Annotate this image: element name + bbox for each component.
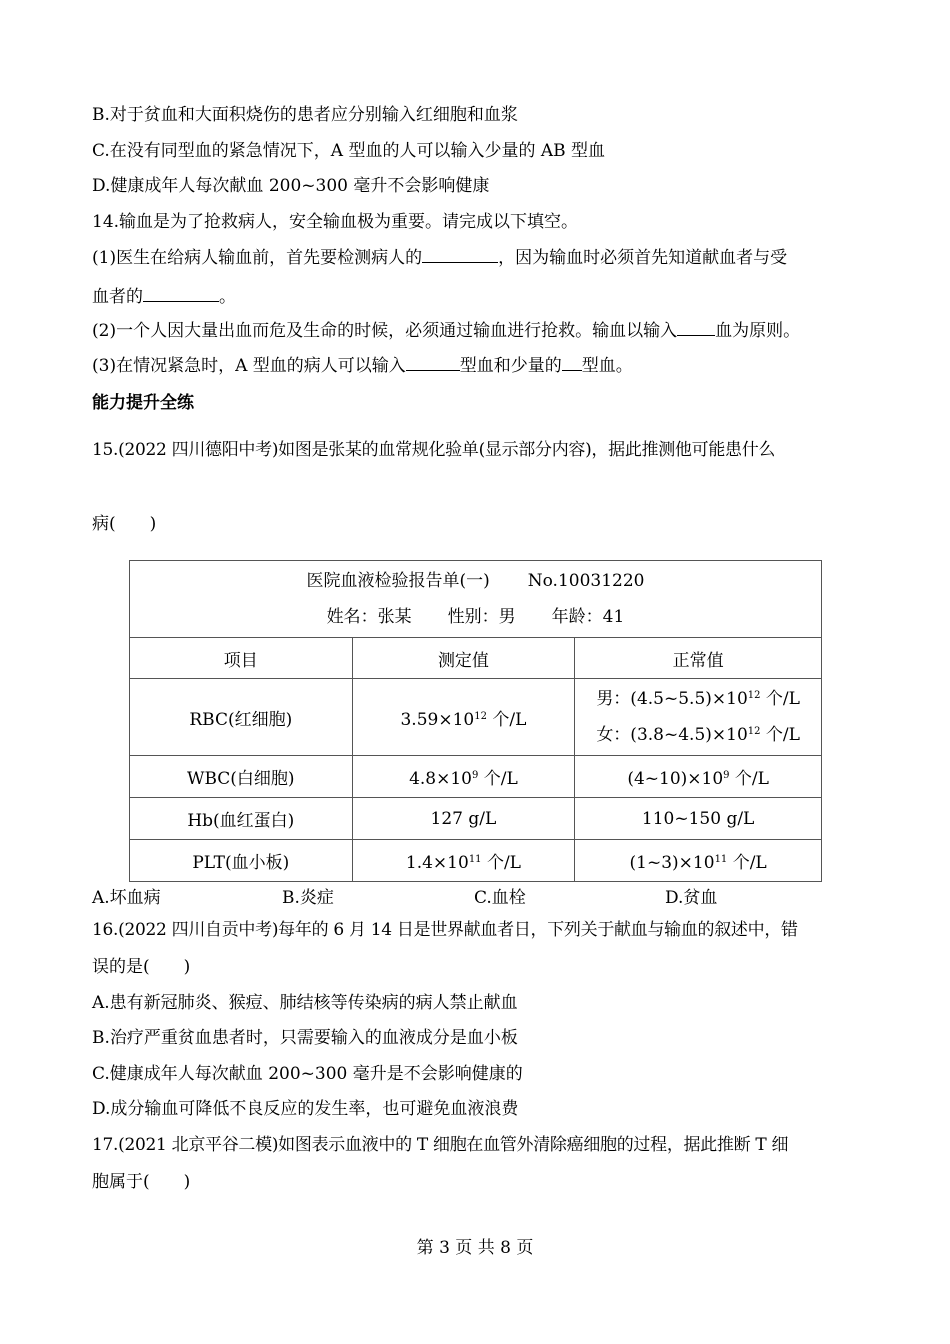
table-row-rbc bbox=[130, 679, 822, 756]
q15-options bbox=[92, 883, 872, 907]
patient-age: 年龄：41 bbox=[551, 607, 625, 627]
plt-normal-exp: 11 bbox=[714, 854, 728, 865]
rbc-value bbox=[352, 679, 575, 756]
plt-value bbox=[352, 840, 575, 882]
plt-normal-base: (1~3)×10 bbox=[629, 853, 715, 873]
patient-name: 姓名：张某 bbox=[326, 607, 412, 627]
q14-part3-text-b: 型血和少量的 bbox=[459, 356, 562, 376]
plt-normal-unit: 个/L bbox=[727, 853, 767, 873]
plt-item: PLT(血小板) bbox=[130, 840, 353, 882]
column-header-item: 项目 bbox=[130, 638, 353, 679]
rbc-normal-female-exp: 12 bbox=[747, 726, 761, 737]
report-number: No.10031220 bbox=[527, 571, 645, 591]
rbc-normal-female-unit: 个/L bbox=[760, 725, 800, 745]
wbc-value bbox=[352, 756, 575, 798]
rbc-normal-male-base: 男：(4.5~5.5)×10 bbox=[596, 689, 748, 709]
section-title: 能力提升全练 bbox=[92, 393, 194, 413]
hb-value: 127 g/L bbox=[352, 798, 575, 840]
wbc-value-unit: 个/L bbox=[478, 769, 518, 789]
table-row-plt bbox=[130, 840, 822, 882]
q15-stem-line2: 病( ) bbox=[92, 514, 157, 534]
q14-stem: 14.输血是为了抢救病人，安全输血极为重要。请完成以下填空。 bbox=[92, 212, 579, 232]
table-row-hb bbox=[130, 798, 822, 840]
wbc-normal-base: (4~10)×10 bbox=[627, 769, 724, 789]
answer-blank bbox=[677, 318, 715, 336]
q13-option-c: C.在没有同型血的紧急情况下，A 型血的人可以输入少量的 AB 型血 bbox=[92, 141, 606, 161]
plt-value-base: 1.4×10 bbox=[405, 853, 469, 873]
q14-part2-text-b: 血为原则。 bbox=[715, 321, 801, 341]
q14-part1-line2 bbox=[92, 284, 236, 309]
answer-blank bbox=[143, 284, 219, 302]
q14-part1-text-b: ，因为输血时必须首先知道献血者与受 bbox=[498, 248, 788, 268]
q14-part2-text-a: (2)一个人因大量出血而危及生命的时候，必须通过输血进行抢救。输血以输入 bbox=[92, 321, 678, 341]
rbc-normal-male bbox=[575, 681, 821, 717]
q15-option-b: B.炎症 bbox=[282, 888, 334, 908]
report-header bbox=[130, 561, 822, 638]
q14-part1-text-d: 。 bbox=[219, 287, 236, 307]
q13-option-d: D.健康成年人每次献血 200~300 毫升不会影响健康 bbox=[92, 176, 490, 196]
answer-blank bbox=[406, 353, 460, 371]
plt-normal bbox=[575, 840, 822, 882]
q14-part3 bbox=[92, 353, 633, 378]
q15-stem-line1: 15.(2022 四川德阳中考)如图是张某的血常规化验单(显示部分内容)，据此推测他可能患什么 bbox=[92, 440, 776, 460]
wbc-normal-exp: 9 bbox=[723, 770, 730, 781]
q15-option-a: A.坏血病 bbox=[92, 888, 161, 908]
report-title: 医院血液检验报告单(一) bbox=[306, 571, 490, 591]
column-header-normal: 正常值 bbox=[575, 638, 822, 679]
q16-stem-line2: 误的是( ) bbox=[92, 957, 191, 977]
q14-part1-line1 bbox=[92, 245, 787, 270]
patient-gender: 性别：男 bbox=[447, 607, 516, 627]
q14-part1-text-a: (1)医生在给病人输血前，首先要检测病人的 bbox=[92, 248, 423, 268]
answer-blank bbox=[422, 245, 498, 263]
rbc-value-unit: 个/L bbox=[486, 709, 527, 730]
report-title-row bbox=[130, 563, 821, 599]
wbc-value-exp: 9 bbox=[472, 770, 479, 781]
plt-value-unit: 个/L bbox=[481, 853, 521, 873]
q15-option-c: C.血栓 bbox=[474, 888, 526, 908]
q13-option-b: B.对于贫血和大面积烧伤的患者应分别输入红细胞和血浆 bbox=[92, 105, 518, 125]
column-header-value: 测定值 bbox=[352, 638, 575, 679]
q16-option-d: D.成分输血可降低不良反应的发生率，也可避免血液浪费 bbox=[92, 1099, 519, 1119]
answer-blank bbox=[562, 353, 582, 371]
q14-part3-text-a: (3)在情况紧急时，A 型血的病人可以输入 bbox=[92, 356, 406, 376]
q17-stem-line2: 胞属于( ) bbox=[92, 1172, 191, 1192]
rbc-value-base: 3.59×10 bbox=[400, 709, 475, 730]
rbc-normal bbox=[575, 679, 822, 756]
table-header-row bbox=[130, 638, 822, 679]
rbc-value-exp: 12 bbox=[474, 710, 487, 722]
rbc-normal-male-exp: 12 bbox=[747, 690, 761, 701]
q16-stem-line1: 16.(2022 四川自贡中考)每年的 6 月 14 日是世界献血者日，下列关于献血与输血的叙述中，错 bbox=[92, 920, 798, 940]
patient-info-row bbox=[130, 599, 821, 635]
rbc-normal-female-base: 女：(3.8~4.5)×10 bbox=[596, 725, 748, 745]
table-row-wbc bbox=[130, 756, 822, 798]
q16-option-a: A.患有新冠肺炎、猴痘、肺结核等传染病的病人禁止献血 bbox=[92, 993, 518, 1013]
rbc-item: RBC(红细胞) bbox=[130, 679, 353, 756]
page-footer: 第 3 页 共 8 页 bbox=[416, 1238, 534, 1258]
q14-part3-text-c: 型血。 bbox=[581, 356, 633, 376]
q16-option-b: B.治疗严重贫血患者时，只需要输入的血液成分是血小板 bbox=[92, 1028, 518, 1048]
plt-value-exp: 11 bbox=[468, 854, 482, 865]
wbc-value-base: 4.8×10 bbox=[409, 769, 472, 789]
hb-item: Hb(血红蛋白) bbox=[130, 798, 353, 840]
q14-part1-text-c: 血者的 bbox=[92, 287, 143, 307]
wbc-item: WBC(白细胞) bbox=[130, 756, 353, 798]
q15-option-d: D.贫血 bbox=[665, 888, 718, 908]
q16-option-c: C.健康成年人每次献血 200~300 毫升是不会影响健康的 bbox=[92, 1064, 523, 1084]
rbc-normal-male-unit: 个/L bbox=[760, 689, 800, 709]
q17-stem-line1: 17.(2021 北京平谷二模)如图表示血液中的 T 细胞在血管外清除癌细胞的过程，据此推断 T 细 bbox=[92, 1135, 789, 1155]
blood-test-report bbox=[129, 560, 822, 882]
wbc-normal bbox=[575, 756, 822, 798]
rbc-normal-female bbox=[575, 717, 821, 753]
wbc-normal-unit: 个/L bbox=[729, 769, 769, 789]
hb-normal: 110~150 g/L bbox=[575, 798, 822, 840]
q14-part2 bbox=[92, 318, 800, 343]
